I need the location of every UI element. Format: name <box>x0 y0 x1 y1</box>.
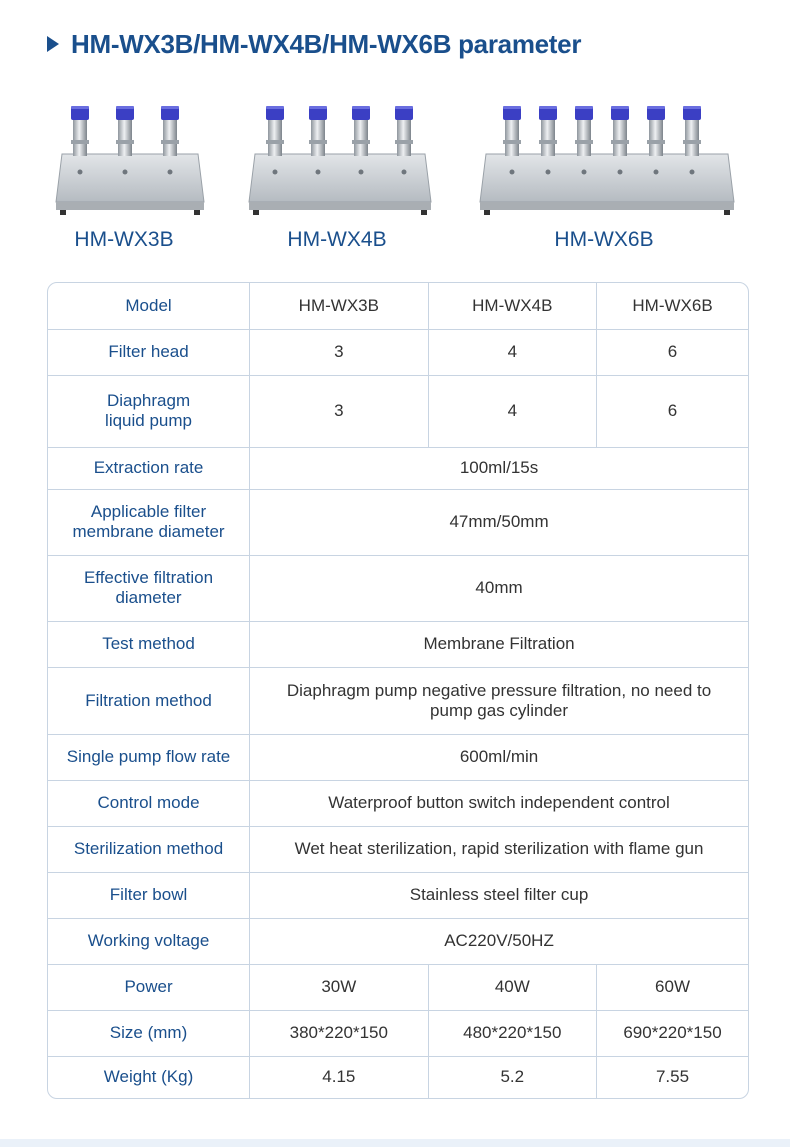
table-row <box>48 826 748 872</box>
cell-value-merged: Waterproof button switch independent control <box>250 780 748 826</box>
cell-value: 7.55 <box>597 1056 748 1098</box>
cell-value-merged: AC220V/50HZ <box>250 918 748 964</box>
table-row <box>48 918 748 964</box>
row-label: Model <box>48 283 250 329</box>
row-label: Diaphragm liquid pump <box>48 375 250 447</box>
table-header-row <box>48 283 748 329</box>
product-image-wx4b <box>245 100 435 218</box>
product-name-wx3b: HM-WX3B <box>74 228 174 251</box>
row-label: Applicable filter membrane diameter <box>48 489 250 555</box>
product-image-wx3b <box>52 100 208 218</box>
table-row <box>48 872 748 918</box>
cell-value: 5.2 <box>428 1056 596 1098</box>
cell-value-merged: Diaphragm pump negative pressure filtration, no need to pump gas cylinder <box>250 667 748 734</box>
row-label: Filter bowl <box>48 872 250 918</box>
table-row <box>48 1010 748 1056</box>
row-label: Single pump flow rate <box>48 734 250 780</box>
triangle-right-icon <box>47 36 59 52</box>
row-label: Test method <box>48 621 250 667</box>
row-label: Weight (Kg) <box>48 1056 250 1098</box>
cell-value-merged: 47mm/50mm <box>250 489 748 555</box>
cell-value: 3 <box>250 375 429 447</box>
row-label: Effective filtration diameter <box>48 555 250 621</box>
table-row <box>48 1056 748 1098</box>
spec-table <box>47 282 749 1099</box>
table-row <box>48 734 748 780</box>
row-label: Power <box>48 964 250 1010</box>
cell-value-merged: 100ml/15s <box>250 447 748 489</box>
row-label: Extraction rate <box>48 447 250 489</box>
cell-value: 6 <box>597 329 748 375</box>
table-row <box>48 780 748 826</box>
row-label: Filtration method <box>48 667 250 734</box>
table-row <box>48 329 748 375</box>
table-row <box>48 447 748 489</box>
cell-value: 480*220*150 <box>428 1010 596 1056</box>
table-row <box>48 375 748 447</box>
cell-value-merged: Stainless steel filter cup <box>250 872 748 918</box>
product-image-wx6b <box>476 100 738 218</box>
row-label: Filter head <box>48 329 250 375</box>
table-row <box>48 621 748 667</box>
cell-value: 40W <box>428 964 596 1010</box>
table-row <box>48 964 748 1010</box>
cell-value: HM-WX3B <box>250 283 429 329</box>
cell-value: 4 <box>428 329 596 375</box>
cell-value: 4.15 <box>250 1056 429 1098</box>
row-label: Size (mm) <box>48 1010 250 1056</box>
table-row <box>48 555 748 621</box>
row-label: Sterilization method <box>48 826 250 872</box>
page-title: HM-WX3B/HM-WX4B/HM-WX6B parameter <box>71 28 582 59</box>
cell-value-merged: Wet heat sterilization, rapid sterilization with flame gun <box>250 826 748 872</box>
cell-value-merged: 600ml/min <box>250 734 748 780</box>
product-name-wx4b: HM-WX4B <box>287 228 387 251</box>
row-label: Working voltage <box>48 918 250 964</box>
cell-value-merged: Membrane Filtration <box>250 621 748 667</box>
table-row <box>48 489 748 555</box>
row-label: Control mode <box>48 780 250 826</box>
product-name-wx6b: HM-WX6B <box>554 228 654 251</box>
cell-value: 3 <box>250 329 429 375</box>
cell-value: 4 <box>428 375 596 447</box>
page-heading <box>47 26 581 62</box>
cell-value: 60W <box>597 964 748 1010</box>
cell-value: HM-WX4B <box>428 283 596 329</box>
cell-value: 690*220*150 <box>597 1010 748 1056</box>
bottom-band <box>0 1139 790 1147</box>
cell-value: 30W <box>250 964 429 1010</box>
cell-value: 6 <box>597 375 748 447</box>
cell-value: 380*220*150 <box>250 1010 429 1056</box>
cell-value-merged: 40mm <box>250 555 748 621</box>
cell-value: HM-WX6B <box>597 283 748 329</box>
table-row <box>48 667 748 734</box>
